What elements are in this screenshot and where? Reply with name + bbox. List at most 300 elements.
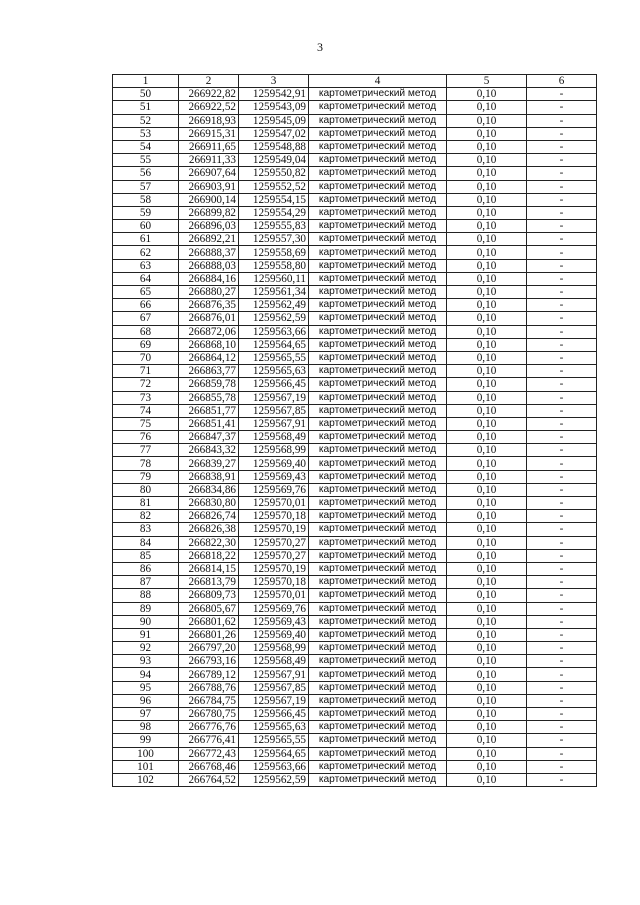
x-coordinate-cell: 266839,27 — [179, 457, 239, 470]
y-coordinate-cell: 1259564,65 — [239, 338, 309, 351]
method-cell: картометрический метод — [309, 628, 447, 641]
accuracy-cell: 0,10 — [447, 642, 527, 655]
y-coordinate-cell: 1259567,91 — [239, 668, 309, 681]
y-coordinate-cell: 1259566,45 — [239, 378, 309, 391]
table-row — [113, 615, 597, 628]
method-cell: картометрический метод — [309, 431, 447, 444]
x-coordinate-cell: 266864,12 — [179, 351, 239, 364]
point-number-cell: 100 — [113, 747, 179, 760]
note-cell: - — [527, 536, 597, 549]
y-coordinate-cell: 1259567,19 — [239, 694, 309, 707]
accuracy-cell: 0,10 — [447, 615, 527, 628]
y-coordinate-cell: 1259566,45 — [239, 708, 309, 721]
point-number-cell: 96 — [113, 694, 179, 707]
point-number-cell: 55 — [113, 154, 179, 167]
accuracy-cell: 0,10 — [447, 510, 527, 523]
note-cell: - — [527, 747, 597, 760]
method-cell: картометрический метод — [309, 180, 447, 193]
note-cell: - — [527, 101, 597, 114]
x-coordinate-cell: 266843,32 — [179, 444, 239, 457]
note-cell: - — [527, 431, 597, 444]
x-coordinate-cell: 266797,20 — [179, 642, 239, 655]
method-cell: картометрический метод — [309, 88, 447, 101]
method-cell: картометрический метод — [309, 127, 447, 140]
x-coordinate-cell: 266880,27 — [179, 286, 239, 299]
x-coordinate-cell: 266772,43 — [179, 747, 239, 760]
method-cell: картометрический метод — [309, 417, 447, 430]
note-cell: - — [527, 497, 597, 510]
y-coordinate-cell: 1259568,49 — [239, 655, 309, 668]
table-row — [113, 206, 597, 219]
accuracy-cell: 0,10 — [447, 246, 527, 259]
method-cell: картометрический метод — [309, 365, 447, 378]
table-row — [113, 444, 597, 457]
x-coordinate-cell: 266922,82 — [179, 88, 239, 101]
point-number-cell: 78 — [113, 457, 179, 470]
method-cell: картометрический метод — [309, 312, 447, 325]
accuracy-cell: 0,10 — [447, 470, 527, 483]
method-cell: картометрический метод — [309, 457, 447, 470]
accuracy-cell: 0,10 — [447, 167, 527, 180]
table-row — [113, 220, 597, 233]
x-coordinate-cell: 266899,82 — [179, 206, 239, 219]
note-cell: - — [527, 140, 597, 153]
table-row — [113, 497, 597, 510]
accuracy-cell: 0,10 — [447, 325, 527, 338]
note-cell: - — [527, 391, 597, 404]
table-row — [113, 299, 597, 312]
method-cell: картометрический метод — [309, 444, 447, 457]
point-number-cell: 75 — [113, 417, 179, 430]
y-coordinate-cell: 1259569,43 — [239, 615, 309, 628]
y-coordinate-cell: 1259570,19 — [239, 562, 309, 575]
table-row — [113, 562, 597, 575]
column-header-5: 5 — [447, 75, 527, 88]
table-row — [113, 576, 597, 589]
accuracy-cell: 0,10 — [447, 286, 527, 299]
x-coordinate-cell: 266826,38 — [179, 523, 239, 536]
table-row — [113, 154, 597, 167]
accuracy-cell: 0,10 — [447, 206, 527, 219]
x-coordinate-cell: 266801,62 — [179, 615, 239, 628]
point-number-cell: 94 — [113, 668, 179, 681]
y-coordinate-cell: 1259563,66 — [239, 325, 309, 338]
note-cell: - — [527, 549, 597, 562]
x-coordinate-cell: 266813,79 — [179, 576, 239, 589]
x-coordinate-cell: 266888,37 — [179, 246, 239, 259]
table-row — [113, 180, 597, 193]
column-header-2: 2 — [179, 75, 239, 88]
method-cell: картометрический метод — [309, 391, 447, 404]
method-cell: картометрический метод — [309, 101, 447, 114]
accuracy-cell: 0,10 — [447, 299, 527, 312]
table-row — [113, 681, 597, 694]
point-number-cell: 66 — [113, 299, 179, 312]
accuracy-cell: 0,10 — [447, 101, 527, 114]
x-coordinate-cell: 266892,21 — [179, 233, 239, 246]
y-coordinate-cell: 1259545,09 — [239, 114, 309, 127]
method-cell: картометрический метод — [309, 272, 447, 285]
y-coordinate-cell: 1259552,52 — [239, 180, 309, 193]
point-number-cell: 98 — [113, 721, 179, 734]
table-row — [113, 747, 597, 760]
method-cell: картометрический метод — [309, 246, 447, 259]
note-cell: - — [527, 259, 597, 272]
accuracy-cell: 0,10 — [447, 708, 527, 721]
y-coordinate-cell: 1259563,66 — [239, 760, 309, 773]
x-coordinate-cell: 266876,35 — [179, 299, 239, 312]
x-coordinate-cell: 266789,12 — [179, 668, 239, 681]
x-coordinate-cell: 266776,76 — [179, 721, 239, 734]
accuracy-cell: 0,10 — [447, 694, 527, 707]
table-row — [113, 325, 597, 338]
accuracy-cell: 0,10 — [447, 562, 527, 575]
accuracy-cell: 0,10 — [447, 114, 527, 127]
note-cell: - — [527, 470, 597, 483]
x-coordinate-cell: 266834,86 — [179, 483, 239, 496]
note-cell: - — [527, 668, 597, 681]
accuracy-cell: 0,10 — [447, 444, 527, 457]
x-coordinate-cell: 266788,76 — [179, 681, 239, 694]
point-number-cell: 82 — [113, 510, 179, 523]
point-number-cell: 63 — [113, 259, 179, 272]
table-row — [113, 167, 597, 180]
x-coordinate-cell: 266830,80 — [179, 497, 239, 510]
table-row — [113, 272, 597, 285]
x-coordinate-cell: 266900,14 — [179, 193, 239, 206]
point-number-cell: 76 — [113, 431, 179, 444]
y-coordinate-cell: 1259554,15 — [239, 193, 309, 206]
x-coordinate-cell: 266922,52 — [179, 101, 239, 114]
table-row — [113, 351, 597, 364]
accuracy-cell: 0,10 — [447, 655, 527, 668]
note-cell: - — [527, 615, 597, 628]
accuracy-cell: 0,10 — [447, 193, 527, 206]
table-row — [113, 760, 597, 773]
accuracy-cell: 0,10 — [447, 536, 527, 549]
point-number-cell: 83 — [113, 523, 179, 536]
y-coordinate-cell: 1259567,91 — [239, 417, 309, 430]
x-coordinate-cell: 266818,22 — [179, 549, 239, 562]
point-number-cell: 93 — [113, 655, 179, 668]
note-cell: - — [527, 272, 597, 285]
y-coordinate-cell: 1259565,55 — [239, 351, 309, 364]
accuracy-cell: 0,10 — [447, 668, 527, 681]
y-coordinate-cell: 1259568,99 — [239, 444, 309, 457]
method-cell: картометрический метод — [309, 206, 447, 219]
point-number-cell: 74 — [113, 404, 179, 417]
accuracy-cell: 0,10 — [447, 365, 527, 378]
accuracy-cell: 0,10 — [447, 457, 527, 470]
y-coordinate-cell: 1259554,29 — [239, 206, 309, 219]
y-coordinate-cell: 1259570,01 — [239, 589, 309, 602]
table-row — [113, 734, 597, 747]
table-row — [113, 417, 597, 430]
note-cell: - — [527, 708, 597, 721]
note-cell: - — [527, 167, 597, 180]
note-cell: - — [527, 602, 597, 615]
y-coordinate-cell: 1259570,19 — [239, 523, 309, 536]
y-coordinate-cell: 1259561,34 — [239, 286, 309, 299]
y-coordinate-cell: 1259570,27 — [239, 549, 309, 562]
accuracy-cell: 0,10 — [447, 140, 527, 153]
y-coordinate-cell: 1259558,80 — [239, 259, 309, 272]
accuracy-cell: 0,10 — [447, 338, 527, 351]
x-coordinate-cell: 266768,46 — [179, 760, 239, 773]
note-cell: - — [527, 457, 597, 470]
note-cell: - — [527, 114, 597, 127]
point-number-cell: 89 — [113, 602, 179, 615]
table-row — [113, 470, 597, 483]
y-coordinate-cell: 1259570,27 — [239, 536, 309, 549]
y-coordinate-cell: 1259567,85 — [239, 681, 309, 694]
method-cell: картометрический метод — [309, 193, 447, 206]
y-coordinate-cell: 1259568,99 — [239, 642, 309, 655]
accuracy-cell: 0,10 — [447, 549, 527, 562]
table-row — [113, 286, 597, 299]
accuracy-cell: 0,10 — [447, 721, 527, 734]
y-coordinate-cell: 1259560,11 — [239, 272, 309, 285]
point-number-cell: 79 — [113, 470, 179, 483]
note-cell: - — [527, 193, 597, 206]
method-cell: картометрический метод — [309, 154, 447, 167]
coordinates-table — [112, 74, 597, 787]
x-coordinate-cell: 266814,15 — [179, 562, 239, 575]
y-coordinate-cell: 1259548,88 — [239, 140, 309, 153]
accuracy-cell: 0,10 — [447, 127, 527, 140]
y-coordinate-cell: 1259569,40 — [239, 457, 309, 470]
y-coordinate-cell: 1259569,76 — [239, 602, 309, 615]
y-coordinate-cell: 1259550,82 — [239, 167, 309, 180]
accuracy-cell: 0,10 — [447, 259, 527, 272]
note-cell: - — [527, 351, 597, 364]
x-coordinate-cell: 266903,91 — [179, 180, 239, 193]
y-coordinate-cell: 1259569,40 — [239, 628, 309, 641]
y-coordinate-cell: 1259567,85 — [239, 404, 309, 417]
method-cell: картометрический метод — [309, 286, 447, 299]
method-cell: картометрический метод — [309, 549, 447, 562]
y-coordinate-cell: 1259567,19 — [239, 391, 309, 404]
accuracy-cell: 0,10 — [447, 378, 527, 391]
note-cell: - — [527, 286, 597, 299]
table-row — [113, 127, 597, 140]
point-number-cell: 73 — [113, 391, 179, 404]
x-coordinate-cell: 266872,06 — [179, 325, 239, 338]
point-number-cell: 81 — [113, 497, 179, 510]
x-coordinate-cell: 266859,78 — [179, 378, 239, 391]
accuracy-cell: 0,10 — [447, 88, 527, 101]
note-cell: - — [527, 338, 597, 351]
method-cell: картометрический метод — [309, 694, 447, 707]
method-cell: картометрический метод — [309, 338, 447, 351]
page-number: 3 — [317, 40, 323, 54]
method-cell: картометрический метод — [309, 483, 447, 496]
note-cell: - — [527, 325, 597, 338]
accuracy-cell: 0,10 — [447, 233, 527, 246]
table-row — [113, 101, 597, 114]
method-cell: картометрический метод — [309, 655, 447, 668]
point-number-cell: 72 — [113, 378, 179, 391]
accuracy-cell: 0,10 — [447, 523, 527, 536]
y-coordinate-cell: 1259562,49 — [239, 299, 309, 312]
accuracy-cell: 0,10 — [447, 312, 527, 325]
y-coordinate-cell: 1259562,59 — [239, 312, 309, 325]
table-row — [113, 549, 597, 562]
method-cell: картометрический метод — [309, 497, 447, 510]
note-cell: - — [527, 562, 597, 575]
column-header-6: 6 — [527, 75, 597, 88]
y-coordinate-cell: 1259543,09 — [239, 101, 309, 114]
accuracy-cell: 0,10 — [447, 681, 527, 694]
point-number-cell: 99 — [113, 734, 179, 747]
x-coordinate-cell: 266776,41 — [179, 734, 239, 747]
table-row — [113, 602, 597, 615]
note-cell: - — [527, 180, 597, 193]
x-coordinate-cell: 266855,78 — [179, 391, 239, 404]
accuracy-cell: 0,10 — [447, 773, 527, 786]
point-number-cell: 52 — [113, 114, 179, 127]
note-cell: - — [527, 365, 597, 378]
method-cell: картометрический метод — [309, 114, 447, 127]
point-number-cell: 67 — [113, 312, 179, 325]
x-coordinate-cell: 266911,65 — [179, 140, 239, 153]
method-cell: картометрический метод — [309, 708, 447, 721]
point-number-cell: 92 — [113, 642, 179, 655]
x-coordinate-cell: 266801,26 — [179, 628, 239, 641]
method-cell: картометрический метод — [309, 668, 447, 681]
note-cell: - — [527, 642, 597, 655]
method-cell: картометрический метод — [309, 510, 447, 523]
accuracy-cell: 0,10 — [447, 404, 527, 417]
table-row — [113, 483, 597, 496]
table-row — [113, 628, 597, 641]
y-coordinate-cell: 1259569,43 — [239, 470, 309, 483]
y-coordinate-cell: 1259564,65 — [239, 747, 309, 760]
method-cell: картометрический метод — [309, 325, 447, 338]
x-coordinate-cell: 266888,03 — [179, 259, 239, 272]
table-row — [113, 536, 597, 549]
y-coordinate-cell: 1259549,04 — [239, 154, 309, 167]
accuracy-cell: 0,10 — [447, 576, 527, 589]
column-header-1: 1 — [113, 75, 179, 88]
table-row — [113, 338, 597, 351]
point-number-cell: 90 — [113, 615, 179, 628]
accuracy-cell: 0,10 — [447, 272, 527, 285]
point-number-cell: 95 — [113, 681, 179, 694]
table-row — [113, 773, 597, 786]
x-coordinate-cell: 266915,31 — [179, 127, 239, 140]
y-coordinate-cell: 1259558,69 — [239, 246, 309, 259]
table-row — [113, 140, 597, 153]
method-cell: картометрический метод — [309, 589, 447, 602]
y-coordinate-cell: 1259555,83 — [239, 220, 309, 233]
table-row — [113, 312, 597, 325]
point-number-cell: 61 — [113, 233, 179, 246]
point-number-cell: 59 — [113, 206, 179, 219]
accuracy-cell: 0,10 — [447, 483, 527, 496]
x-coordinate-cell: 266918,93 — [179, 114, 239, 127]
x-coordinate-cell: 266784,75 — [179, 694, 239, 707]
note-cell: - — [527, 628, 597, 641]
method-cell: картометрический метод — [309, 773, 447, 786]
point-number-cell: 71 — [113, 365, 179, 378]
y-coordinate-cell: 1259547,02 — [239, 127, 309, 140]
x-coordinate-cell: 266911,33 — [179, 154, 239, 167]
note-cell: - — [527, 760, 597, 773]
point-number-cell: 102 — [113, 773, 179, 786]
method-cell: картометрический метод — [309, 602, 447, 615]
table-row — [113, 193, 597, 206]
header-row — [113, 75, 597, 88]
note-cell: - — [527, 655, 597, 668]
method-cell: картометрический метод — [309, 523, 447, 536]
note-cell: - — [527, 378, 597, 391]
x-coordinate-cell: 266876,01 — [179, 312, 239, 325]
note-cell: - — [527, 523, 597, 536]
y-coordinate-cell: 1259568,49 — [239, 431, 309, 444]
note-cell: - — [527, 589, 597, 602]
point-number-cell: 54 — [113, 140, 179, 153]
point-number-cell: 88 — [113, 589, 179, 602]
accuracy-cell: 0,10 — [447, 497, 527, 510]
accuracy-cell: 0,10 — [447, 154, 527, 167]
note-cell: - — [527, 246, 597, 259]
method-cell: картометрический метод — [309, 470, 447, 483]
note-cell: - — [527, 576, 597, 589]
method-cell: картометрический метод — [309, 299, 447, 312]
x-coordinate-cell: 266793,16 — [179, 655, 239, 668]
table-row — [113, 365, 597, 378]
method-cell: картометрический метод — [309, 734, 447, 747]
table-row — [113, 233, 597, 246]
point-number-cell: 60 — [113, 220, 179, 233]
x-coordinate-cell: 266884,16 — [179, 272, 239, 285]
x-coordinate-cell: 266805,67 — [179, 602, 239, 615]
accuracy-cell: 0,10 — [447, 391, 527, 404]
table-body — [113, 88, 597, 787]
note-cell: - — [527, 734, 597, 747]
note-cell: - — [527, 206, 597, 219]
y-coordinate-cell: 1259565,63 — [239, 721, 309, 734]
accuracy-cell: 0,10 — [447, 220, 527, 233]
x-coordinate-cell: 266809,73 — [179, 589, 239, 602]
note-cell: - — [527, 510, 597, 523]
note-cell: - — [527, 88, 597, 101]
table-row — [113, 114, 597, 127]
y-coordinate-cell: 1259562,59 — [239, 773, 309, 786]
y-coordinate-cell: 1259569,76 — [239, 483, 309, 496]
column-header-3: 3 — [239, 75, 309, 88]
method-cell: картометрический метод — [309, 404, 447, 417]
method-cell: картометрический метод — [309, 721, 447, 734]
accuracy-cell: 0,10 — [447, 602, 527, 615]
point-number-cell: 70 — [113, 351, 179, 364]
point-number-cell: 87 — [113, 576, 179, 589]
x-coordinate-cell: 266851,41 — [179, 417, 239, 430]
table-row — [113, 88, 597, 101]
point-number-cell: 86 — [113, 562, 179, 575]
method-cell: картометрический метод — [309, 681, 447, 694]
point-number-cell: 80 — [113, 483, 179, 496]
x-coordinate-cell: 266764,52 — [179, 773, 239, 786]
point-number-cell: 56 — [113, 167, 179, 180]
table-row — [113, 391, 597, 404]
note-cell: - — [527, 681, 597, 694]
point-number-cell: 57 — [113, 180, 179, 193]
note-cell: - — [527, 721, 597, 734]
y-coordinate-cell: 1259542,91 — [239, 88, 309, 101]
table-row — [113, 404, 597, 417]
